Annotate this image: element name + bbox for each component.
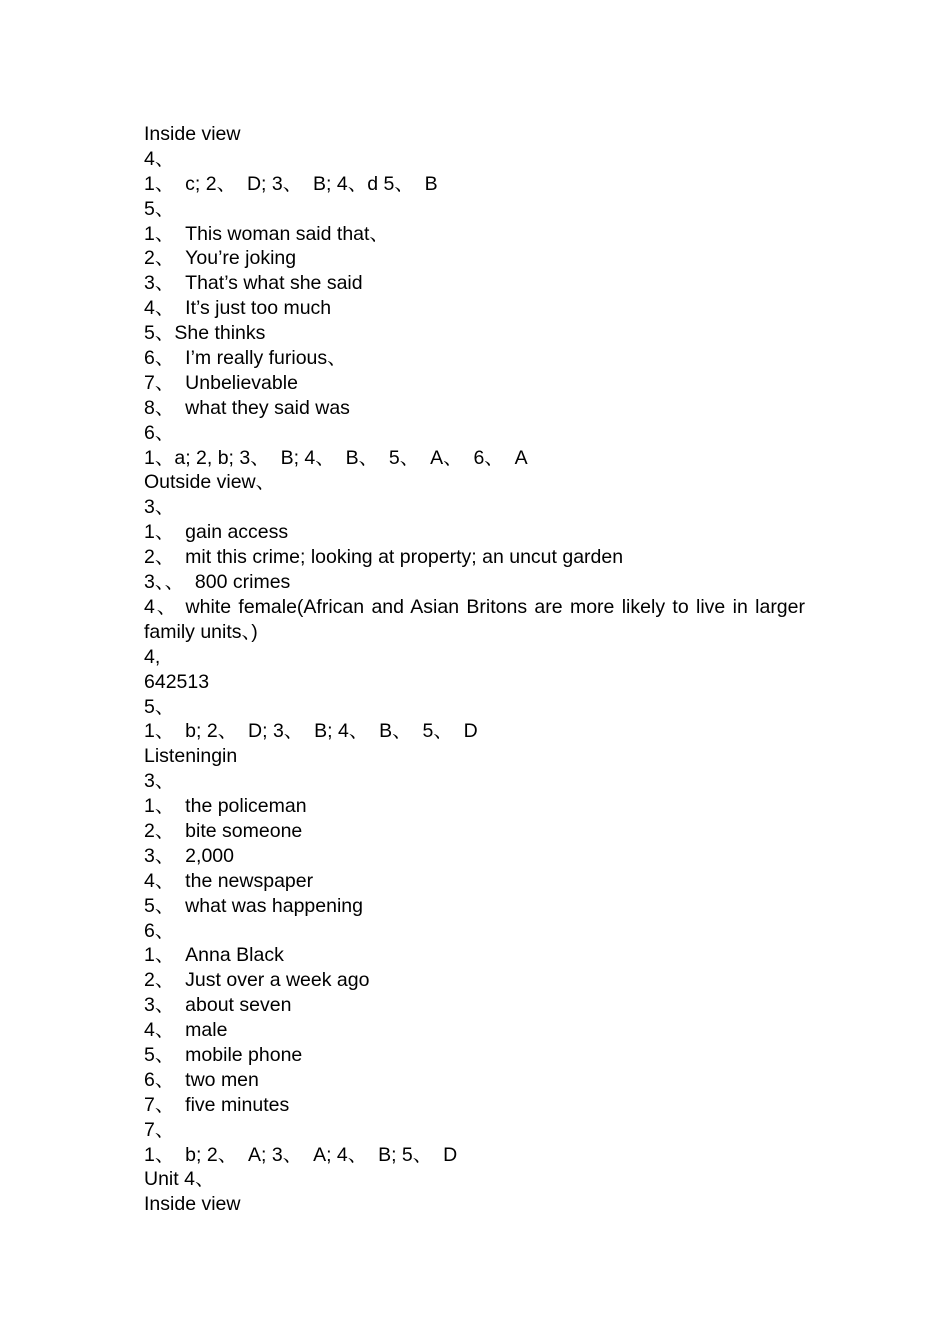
document-body <box>144 122 805 1217</box>
answer-line: 4、 the newspaper <box>144 869 314 892</box>
answer-line: 3、、 800 crimes <box>144 571 291 594</box>
section-heading-inside-view: Inside view <box>144 1193 241 1216</box>
exercise-number: 4、 <box>144 147 175 170</box>
answer-line: 6、 I’m really furious、 <box>144 347 347 370</box>
answer-line: 2、 mit this crime; looking at property; an uncut garden <box>144 546 624 569</box>
exercise-number: 5、 <box>144 197 175 220</box>
answer-line: 1、 This woman said that、 <box>144 222 389 245</box>
answer-line: 5、 what was happening <box>144 894 363 917</box>
exercise-number: 6、 <box>144 421 175 444</box>
exercise-number: 5、 <box>144 695 175 718</box>
answer-line: 7、 five minutes <box>144 1093 290 1116</box>
answer-paragraph: 4、 white female(African and Asian Britons are more likely to live in larger family units、) <box>144 595 805 643</box>
answer-line: 6、 two men <box>144 1068 259 1091</box>
answer-line: 1、 b; 2、 D; 3、 B; 4、 B、 5、 D <box>144 720 478 743</box>
answer-line: 2、 You’re joking <box>144 247 297 270</box>
answer-line: 1、a; 2, b; 3、 B; 4、 B、 5、 A、 6、 A <box>144 446 528 469</box>
exercise-number: 7、 <box>144 1118 175 1141</box>
answer-line: 5、 mobile phone <box>144 1043 303 1066</box>
section-heading-outside-view: Outside view、 <box>144 471 276 494</box>
answer-line: 3、 about seven <box>144 994 292 1017</box>
exercise-number: 3、 <box>144 770 175 793</box>
answer-line: 8、 what they said was <box>144 396 350 419</box>
exercise-number: 3、 <box>144 496 175 519</box>
answer-line: 2、 Just over a week ago <box>144 969 370 992</box>
section-heading-listening-in: Listeningin <box>144 745 238 768</box>
section-heading-inside-view: Inside view <box>144 123 241 145</box>
answer-line: 4、 It’s just too much <box>144 297 332 320</box>
answer-line: 1、 b; 2、 A; 3、 A; 4、 B; 5、 D <box>144 1143 458 1166</box>
exercise-number: 4, <box>144 645 161 668</box>
answer-line: 5、She thinks <box>144 322 266 345</box>
answer-line: 642513 <box>144 670 210 693</box>
answer-line: 1、 the policeman <box>144 795 307 818</box>
answer-line: 3、 2,000 <box>144 844 234 867</box>
answer-line: 7、 Unbelievable <box>144 371 298 394</box>
answer-line: 1、 Anna Black <box>144 944 284 967</box>
answer-line: 2、 bite someone <box>144 819 303 842</box>
answer-line: 1、 gain access <box>144 521 289 544</box>
answer-line: 3、 That’s what she said <box>144 272 363 295</box>
answer-line: 1、 c; 2、 D; 3、 B; 4、d 5、 B <box>144 172 438 195</box>
exercise-number: 6、 <box>144 919 175 942</box>
answer-line: 4、 male <box>144 1019 228 1042</box>
unit-heading: Unit 4、 <box>144 1168 215 1191</box>
